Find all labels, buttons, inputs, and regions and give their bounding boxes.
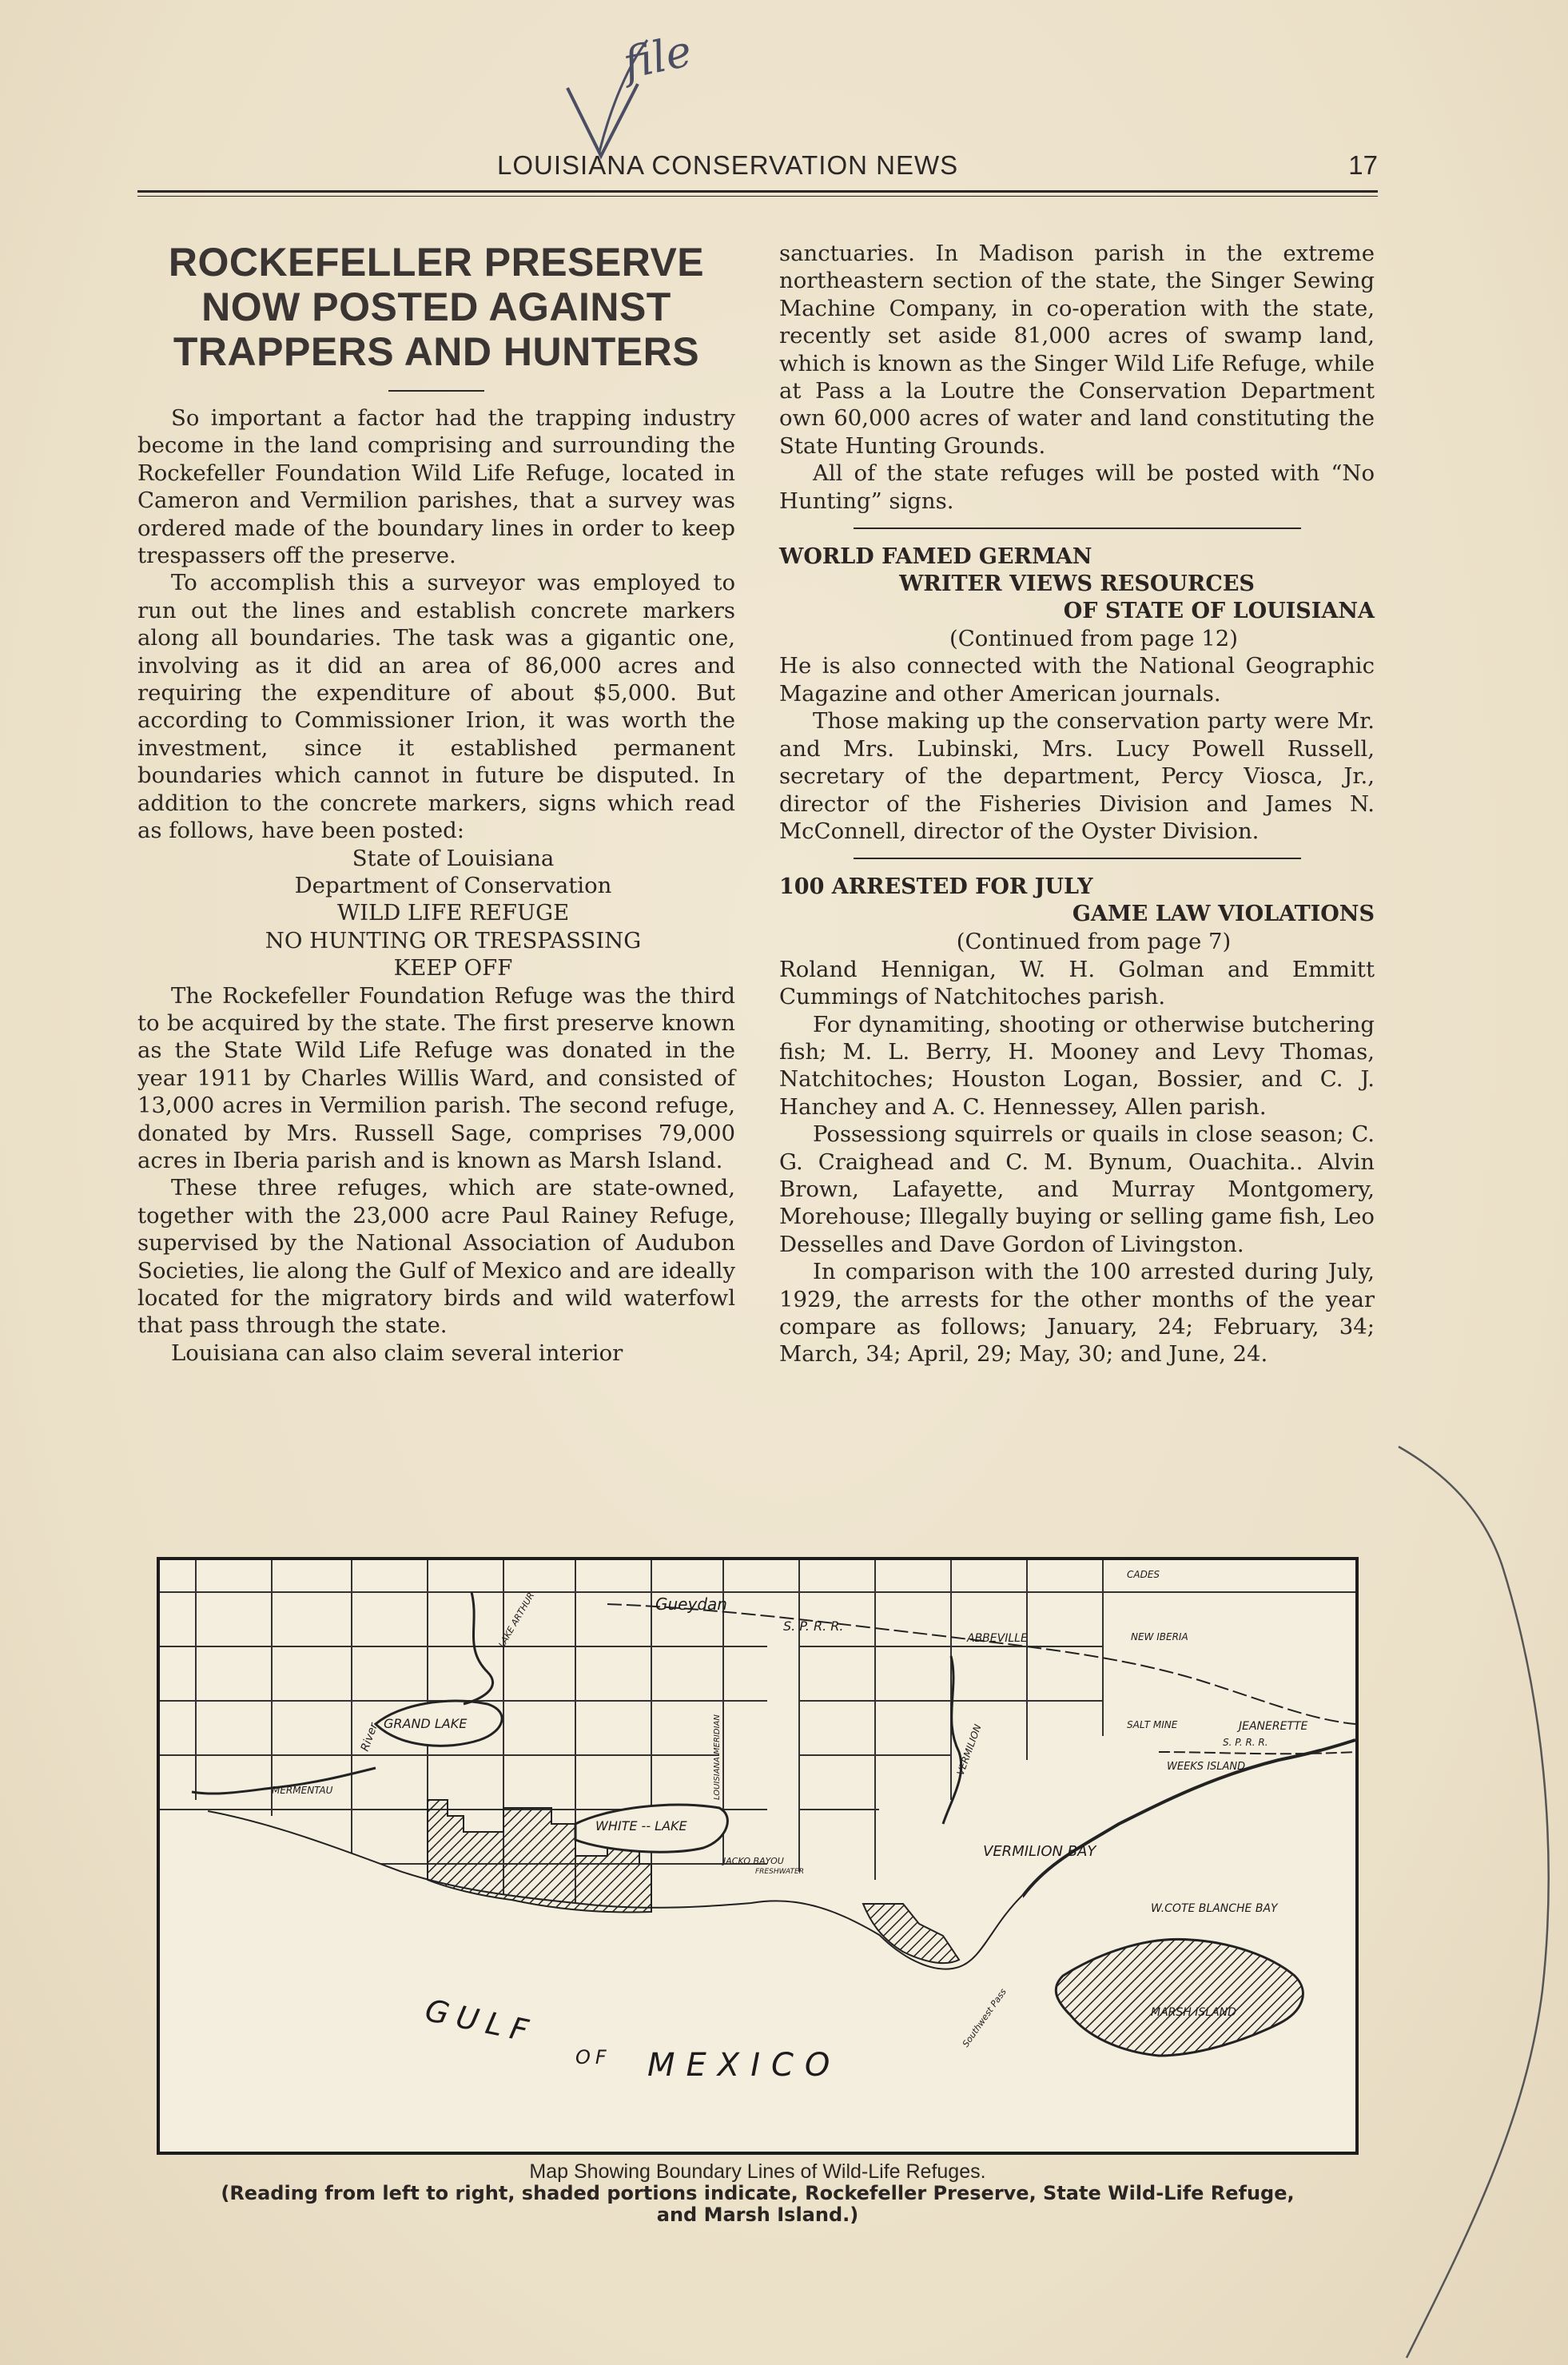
continued-note: (Continued from page 12) bbox=[949, 626, 1238, 652]
marsh-island-shading bbox=[1056, 1939, 1303, 2056]
header-rule bbox=[137, 190, 1378, 193]
label-louisiana-meridian: LOUISIANA MERIDIAN bbox=[713, 1714, 722, 1800]
railroad bbox=[607, 1604, 1355, 1724]
publication-title: LOUISIANA CONSERVATION NEWS bbox=[497, 150, 959, 180]
handwritten-note: file bbox=[619, 25, 696, 90]
label-spr: S. P. R. R. bbox=[783, 1618, 844, 1634]
running-header bbox=[137, 150, 1378, 190]
left-column bbox=[137, 240, 735, 1367]
label-grand-lake: GRAND LAKE bbox=[384, 1716, 468, 1731]
section-rule bbox=[854, 858, 1301, 859]
paragraph: In comparison with the 100 arrested during July, 1929, the arrests for the other months of the year compare as follows; January, 24; February, 34; March, 34; April, 29; May, 30; and June, 24. bbox=[779, 1259, 1375, 1368]
label-marsh-island: MARSH ISLAND bbox=[1151, 2006, 1236, 2019]
paragraph: sanctuaries. In Madison parish in the extreme northeastern section of the state, the Singer Sewing Machine Company, in co-operation with the state, recently set aside 81,000 acres of swamp land, which is known as the Singer Wild Life Refuge, while at Pass a la Loutre the Conservation Department own 60,000 acres of water and land constituting the State Hunting Grounds. bbox=[779, 241, 1375, 459]
label-mexico: MEXICO bbox=[647, 2047, 842, 2084]
label-freshwater: FRESHWATER bbox=[755, 1868, 804, 1876]
label-river: River bbox=[358, 1721, 381, 1754]
label-white-lake: WHITE -- LAKE bbox=[595, 1818, 687, 1833]
label-of: OF bbox=[575, 2046, 611, 2068]
paragraph: All of the state refuges will be posted with “No Hunting” signs. bbox=[779, 460, 1375, 514]
label-spr-east: S. P. R. R. bbox=[1223, 1737, 1268, 1748]
paragraph: Those making up the conservation party were Mr. and Mrs. Lubinski, Mrs. Lucy Powell Russell, secretary of the department, Percy Viosca, Jr., director of the Fisheries Division and James N. McConnell, director of the Oyster Division. bbox=[779, 708, 1375, 844]
paragraph: The Rockefeller Foundation Refuge was the third to be acquired by the state. The first preserve known as the State Wild Life Refuge was donated in the year 1911 by Charles Willis Ward, and consisted of 13,000 acres in Vermilion parish. The second refuge, donated by Mrs. Russell Sage, comprises 79,000 acres in Iberia parish and is known as Marsh Island. bbox=[137, 982, 735, 1173]
continued-note: (Continued from page 7) bbox=[956, 929, 1232, 955]
section-rule bbox=[854, 528, 1301, 529]
paragraph: Possessiong squirrels or quails in close season; C. G. Craighead and C. M. Bynum, Ouachita.. Alvin Brown, Lafayette, and Murray Montgomery, Morehouse; Illegally buying or selling game fish, Leo Desselles and Dave Gordon of Livingston. bbox=[779, 1121, 1375, 1257]
label-gulf: GULF bbox=[422, 1992, 539, 2050]
paragraph: He is also connected with the National Geographic Magazine and other American journals. bbox=[779, 653, 1375, 707]
mermentau-river bbox=[464, 1592, 493, 1704]
refuge-map bbox=[157, 1557, 1359, 2155]
label-vermilion-river: VERMILION bbox=[954, 1722, 984, 1778]
label-jeanerette: JEANERETTE bbox=[1239, 1720, 1308, 1733]
map-caption bbox=[137, 2161, 1378, 2226]
paragraph: For dynamiting, shooting or otherwise butchering fish; M. L. Berry, H. Mooney and Levy Thomas, Natchitoches; Houston Logan, Bossier, and C. J. Hanchey and A. C. Hennessey, Allen parish. bbox=[779, 1011, 1375, 1120]
label-abbeville: ABBEVILLE bbox=[967, 1632, 1028, 1645]
article-headline-german-writer: WORLD FAMED GERMAN WRITER VIEWS RESOURCES OF STATE OF LOUISIANA bbox=[779, 544, 1375, 624]
paragraph: To accomplish this a surveyor was employed to run out the lines and establish concrete markers along all boundaries. The task was a gigantic one, involving as it did an area of 86,000 acres and requiring the expenditure of about $5,000. But according to Commissioner Irion, it was worth the investment, since it established permanent boundaries which cannot in future be disputed. In addition to the concrete markers, signs which read as follows, have been posted: bbox=[137, 570, 735, 844]
label-cote-blanche-bay: W.COTE BLANCHE BAY bbox=[1151, 1902, 1278, 1915]
article-headline-rockefeller: ROCKEFELLER PRESERVE NOW POSTED AGAINST TRAPPERS AND HUNTERS bbox=[168, 240, 705, 374]
label-cades: CADES bbox=[1127, 1569, 1160, 1580]
label-new-iberia: NEW IBERIA bbox=[1131, 1631, 1188, 1642]
railroad-east bbox=[1159, 1752, 1355, 1754]
article-headline-arrests: 100 ARRESTED FOR JULY GAME LAW VIOLATIONS bbox=[779, 874, 1375, 927]
page-number: 17 bbox=[1348, 150, 1378, 180]
label-weeks-island: WEEKS ISLAND bbox=[1167, 1761, 1246, 1773]
caption-detail-end: and Marsh Island.) bbox=[656, 2204, 859, 2226]
paragraph: Louisiana can also claim several interior bbox=[171, 1340, 623, 1366]
paragraph: These three refuges, which are state-owned, together with the 23,000 acre Paul Rainey Refuge, supervised by the National Association of Audubon Societies, lie along the Gulf of Mexico and are ideally located for the migratory birds and wild waterfowl that pass through the state. bbox=[137, 1175, 735, 1339]
vermilion-river bbox=[943, 1656, 961, 1824]
paragraph: Roland Hennigan, W. H. Golman and Emmitt Cummings of Natchitoches parish. bbox=[779, 956, 1375, 1010]
label-mermentau: MERMENTAU bbox=[272, 1785, 333, 1796]
paragraph: So important a factor had the trapping industry become in the land comprising and surrounding the Rockefeller Foundation Wild Life Refuge, located in Cameron and Vermilion parishes, that a survey was ordered made of the boundary lines in order to keep trespassers off the preserve. bbox=[137, 405, 735, 569]
label-salt-mine: SALT MINE bbox=[1127, 1719, 1178, 1730]
header-rule-thin bbox=[137, 196, 1378, 197]
map-drawing bbox=[160, 1560, 1355, 2152]
pencil-margin-mark bbox=[1359, 1431, 1568, 2365]
label-gueydan: Gueydan bbox=[655, 1595, 727, 1614]
label-southwest-pass: Southwest Pass bbox=[960, 1986, 1009, 2049]
label-lake-arthur: LAKE ARTHUR bbox=[496, 1591, 537, 1650]
right-column bbox=[779, 240, 1375, 1368]
refuge-sign-text: State of Louisiana Department of Conservation WILD LIFE REFUGE NO HUNTING OR TRESPASSING KEEP OFF bbox=[265, 845, 642, 981]
caption-detail: (Reading from left to right, shaded portions indicate, Rockefeller Preserve, State Wild-Life Refuge, bbox=[221, 2182, 1295, 2204]
headline-rule bbox=[388, 390, 484, 392]
label-jacko-bayou: JACKO BAYOU bbox=[723, 1856, 784, 1866]
label-vermilion-bay: VERMILION BAY bbox=[983, 1843, 1096, 1860]
caption-title: Map Showing Boundary Lines of Wild-Life Refuges. bbox=[529, 2160, 986, 2183]
